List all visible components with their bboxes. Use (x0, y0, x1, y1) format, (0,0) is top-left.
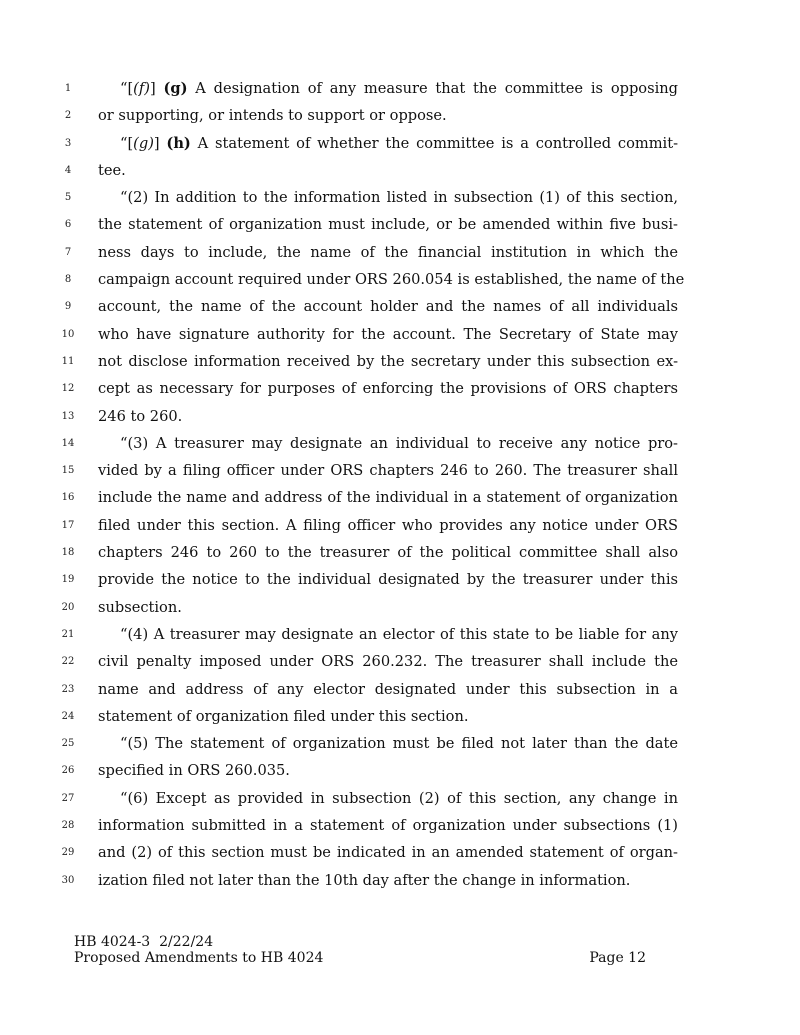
line-text: information submitted in a statement of organization under subsections (1) (98, 817, 678, 835)
text-line-19 (0, 567, 800, 594)
document-body (0, 76, 800, 895)
line-text: ness days to include, the name of the financial institution in which the (98, 243, 678, 261)
text-line-20 (0, 595, 800, 622)
line-number: 15 (61, 465, 75, 477)
text-line-17 (0, 513, 800, 540)
line-number: 28 (61, 820, 75, 832)
line-number: 3 (64, 137, 72, 149)
line-text: cept as necessary for purposes of enforcing the provisions of ORS chapters (98, 380, 678, 398)
line-number: 17 (61, 519, 75, 531)
line-number: 22 (61, 656, 75, 668)
page-footer (74, 934, 654, 966)
line-text: “(3) A treasurer may designate an individual to receive any notice pro- (120, 434, 678, 452)
open-quote-bracket: “[ (120, 134, 134, 152)
text-line-28 (0, 813, 800, 840)
line-number: 24 (61, 710, 75, 722)
line-text: provide the notice to the individual designated by the treasurer under this (98, 571, 678, 589)
line-number: 27 (61, 792, 75, 804)
line-text: the statement of organization must include, or be amended within five busi- (98, 216, 678, 234)
line-text: vided by a filing officer under ORS chapters 246 to 260. The treasurer shall (98, 462, 678, 480)
line-number: 11 (61, 355, 75, 367)
line-text: or supporting, or intends to support or oppose. (98, 107, 447, 125)
text-line-29 (0, 840, 800, 867)
text-line-26 (0, 758, 800, 785)
open-quote-bracket: “[ (120, 80, 134, 97)
text-line-6 (0, 212, 800, 239)
line-text-content: A designation of any measure that the committee is opposing (187, 80, 678, 97)
line-text: “(2) In addition to the information listed in subsection (1) of this section, (120, 189, 678, 207)
deleted-letter: (f) (133, 80, 150, 97)
line-text: not disclose information received by the secretary under this subsection ex- (98, 352, 678, 370)
line-text: “(5) The statement of organization must be filed not later than the date (120, 735, 678, 753)
line-number: 29 (61, 847, 75, 859)
text-line-10 (0, 322, 800, 349)
text-line-27 (0, 786, 800, 813)
text-line-9 (0, 294, 800, 321)
deleted-letter: (g) (133, 134, 154, 152)
line-text: name and address of any elector designated under this subsection in a (98, 680, 678, 698)
line-number: 26 (61, 765, 75, 777)
line-number: 20 (61, 601, 75, 613)
text-line-4 (0, 158, 800, 185)
text-line-30 (0, 868, 800, 895)
line-text (120, 79, 678, 99)
new-letter: (h) (166, 134, 191, 152)
line-text-content: A statement of whether the committee is a controlled commit- (190, 134, 678, 152)
text-line-21 (0, 622, 800, 649)
line-text: “(4) A treasurer may designate an elector of this state to be liable for any (120, 625, 678, 643)
footer-bill-line (74, 934, 654, 950)
line-number: 16 (61, 492, 75, 504)
line-number: 30 (61, 874, 75, 886)
line-text: ization filed not later than the 10th day after the change in information. (98, 871, 631, 889)
text-line-15 (0, 458, 800, 485)
line-number: 9 (64, 301, 72, 313)
line-number: 8 (64, 274, 72, 286)
text-line-11 (0, 349, 800, 376)
line-text: specified in ORS 260.035. (98, 762, 290, 780)
text-line-14 (0, 431, 800, 458)
text-line-18 (0, 540, 800, 567)
text-line-25 (0, 731, 800, 758)
line-number: 14 (61, 437, 75, 449)
line-number: 10 (61, 328, 75, 340)
line-number: 18 (61, 547, 75, 559)
new-letter: (g) (163, 80, 188, 97)
line-text (120, 134, 678, 154)
line-number: 23 (61, 683, 75, 695)
line-number: 1 (64, 83, 72, 94)
text-line-1 (0, 76, 800, 103)
line-number: 19 (61, 574, 75, 586)
line-number: 5 (64, 192, 72, 204)
text-line-13 (0, 404, 800, 431)
line-number: 13 (61, 410, 75, 422)
line-text: and (2) of this section must be indicated in an amended statement of organ- (98, 844, 678, 862)
text-line-16 (0, 485, 800, 512)
text-line-24 (0, 704, 800, 731)
text-line-3 (0, 131, 800, 158)
text-line-5 (0, 185, 800, 212)
line-number: 21 (61, 628, 75, 640)
text-line-23 (0, 677, 800, 704)
close-bracket: ] (149, 80, 164, 97)
line-text: who have signature authority for the account. The Secretary of State may (98, 325, 678, 343)
page-number: Page 12 (589, 950, 646, 966)
line-text: statement of organization filed under this section. (98, 707, 469, 725)
line-text: filed under this section. A filing officer who provides any notice under ORS (98, 516, 678, 534)
text-line-2 (0, 103, 800, 130)
line-text: 246 to 260. (98, 407, 183, 425)
line-text: chapters 246 to 260 to the treasurer of the political committee shall also (98, 544, 678, 562)
line-text: civil penalty imposed under ORS 260.232. The treasurer shall include the (98, 653, 678, 671)
line-text: “(6) Except as provided in subsection (2) of this section, any change in (120, 789, 678, 807)
line-text: subsection. (98, 598, 182, 616)
line-text: tee. (98, 161, 126, 179)
line-text: campaign account required under ORS 260.054 is established, the name of the (98, 271, 685, 289)
line-number: 12 (61, 383, 75, 395)
close-bracket: ] (153, 134, 167, 152)
text-line-22 (0, 649, 800, 676)
text-line-8 (0, 267, 800, 294)
line-number: 2 (64, 110, 72, 122)
text-line-12 (0, 376, 800, 403)
line-number: 4 (64, 164, 72, 176)
line-text: include the name and address of the individual in a statement of organization (98, 489, 678, 507)
line-number: 25 (61, 738, 75, 750)
line-number: 7 (64, 246, 72, 258)
line-text: account, the name of the account holder and the names of all individuals (98, 298, 678, 316)
footer-description: Proposed Amendments to HB 4024 (74, 950, 324, 966)
footer-date: 2/22/24 (159, 934, 214, 950)
line-number: 6 (64, 219, 72, 231)
text-line-7 (0, 240, 800, 267)
footer-description-line (74, 950, 654, 966)
footer-bill-id: HB 4024-3 (74, 934, 151, 950)
